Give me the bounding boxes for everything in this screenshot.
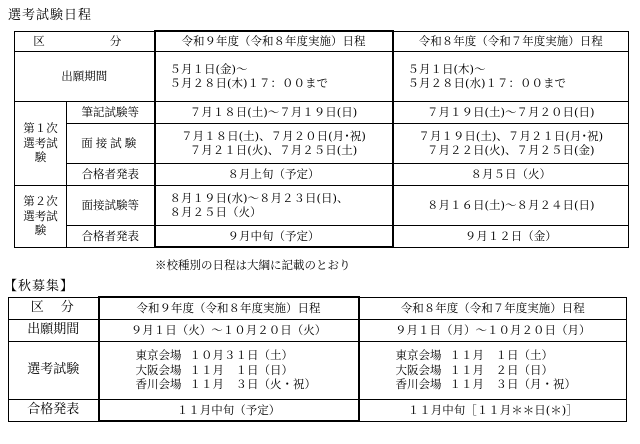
venue-name: 大阪会場 <box>395 362 442 377</box>
stage2-label <box>15 185 67 247</box>
stage1-interview-r8 <box>393 123 629 163</box>
venue-row <box>100 363 358 377</box>
autumn-header-r9: 令和９年度（令和８年度実施）日程 <box>99 297 359 319</box>
autumn-result-r9: １１月中旬（予定） <box>99 399 359 421</box>
stage1-written-r9: ７月１８日(土)～７月１９日(日) <box>155 101 393 123</box>
apply-r8-line: ５月１日(木)～ <box>407 61 486 76</box>
venue-date: １１月 ３日（火・祝） <box>189 377 316 392</box>
venue-name: 東京会場 <box>135 348 182 363</box>
stage1-written-label: 筆記試験等 <box>67 101 155 123</box>
stage1-label-text: 第１次選考試験 <box>23 120 58 165</box>
venue-name: 東京会場 <box>395 348 442 363</box>
venue-date: １１月 １日（土） <box>449 348 553 363</box>
apply-r8 <box>393 51 629 101</box>
autumn-apply-r9: ９月１日（火）～１０月２０日（火） <box>99 319 359 341</box>
stage1-interview-r9-line: ７月１８日(土)、７月２０日(月･祝) <box>181 128 366 143</box>
apply-label: 出願期間 <box>15 51 155 101</box>
header-r8: 令和８年度（令和７年度実施）日程 <box>393 31 629 51</box>
stage2-result-label: 合格者発表 <box>67 225 155 247</box>
apply-r9-line: ５月１日(金)～ <box>169 61 248 76</box>
main-schedule-table <box>14 30 629 248</box>
apply-r9-line: ５月２８日(木)１７：００まで <box>169 76 328 90</box>
stage1-written-r8: ７月１９日(土)～７月２０日(日) <box>393 101 629 123</box>
autumn-result-label: 合格発表 <box>9 399 99 421</box>
stage1-interview-r8-line: ７月２２日(火)、７月２５日(金) <box>427 143 595 157</box>
venue-date: １１月 ２日（日） <box>449 362 553 377</box>
autumn-exam-r9 <box>99 341 359 399</box>
page-title: 選考試験日程 <box>8 8 93 23</box>
venue-row <box>100 348 358 362</box>
autumn-schedule-table <box>8 296 627 422</box>
stage1-label <box>15 101 67 185</box>
stage2-interview-r9-line: ８月１９日(水)～８月２３日(日)、 <box>169 190 349 205</box>
stage2-label-text: 第２次選考試験 <box>23 193 58 238</box>
autumn-section-title: 【秋募集】 <box>4 279 75 294</box>
venue-date: １１月 １日（日） <box>189 362 293 377</box>
autumn-exam-label: 選考試験 <box>9 341 99 399</box>
stage1-interview-r9 <box>155 123 393 163</box>
venue-row <box>360 348 627 362</box>
stage2-result-r9: ９月中旬（予定） <box>155 225 393 247</box>
autumn-apply-r8: ９月１日（月）～１０月２０日（月） <box>359 319 627 341</box>
stage1-result-label: 合格者発表 <box>67 163 155 185</box>
venue-row <box>360 363 627 377</box>
header-category: 区 分 <box>15 31 155 51</box>
stage2-interview-r8: ８月１６日(土)～８月２４日(日) <box>393 185 629 225</box>
autumn-header-category: 区 分 <box>9 297 99 319</box>
stage2-interview-r9 <box>155 185 393 225</box>
stage1-interview-r9-line: ７月２１日(火)、７月２５日(土) <box>189 143 358 157</box>
stage1-interview-label: 面接試験 <box>67 123 155 163</box>
header-r9: 令和９年度（令和８年度実施）日程 <box>155 31 393 51</box>
stage1-interview-r8-line: ７月１９日(土)、７月２１日(月･祝) <box>418 128 604 143</box>
autumn-header-r8: 令和８年度（令和７年度実施）日程 <box>359 297 627 319</box>
stage2-interview-r9-line: ８月２５日（火） <box>169 205 262 219</box>
stage1-result-r9: ８月上旬（予定） <box>155 163 393 185</box>
venue-date: １１月 ３日（月・祝） <box>449 377 576 392</box>
venue-date: １０月３１日（土） <box>189 348 293 363</box>
schedule-note: ※校種別の日程は大綱に記載のとおり <box>155 258 351 272</box>
venue-name: 香川会場 <box>395 377 442 392</box>
autumn-apply-label: 出願期間 <box>9 319 99 341</box>
apply-r8-line: ５月２８日(水)１７：００まで <box>407 76 566 90</box>
autumn-result-r8: １１月中旬［１１月＊＊日(＊)］ <box>359 399 627 421</box>
apply-r9 <box>155 51 393 101</box>
venue-name: 大阪会場 <box>135 362 182 377</box>
stage2-result-r8: ９月１２日（金） <box>393 225 629 247</box>
autumn-exam-r8 <box>359 341 627 399</box>
venue-row <box>100 377 358 391</box>
venue-row <box>360 377 627 391</box>
venue-name: 香川会場 <box>135 377 182 392</box>
stage2-interview-label: 面接試験等 <box>67 185 155 225</box>
stage1-result-r8: ８月５日（火） <box>393 163 629 185</box>
